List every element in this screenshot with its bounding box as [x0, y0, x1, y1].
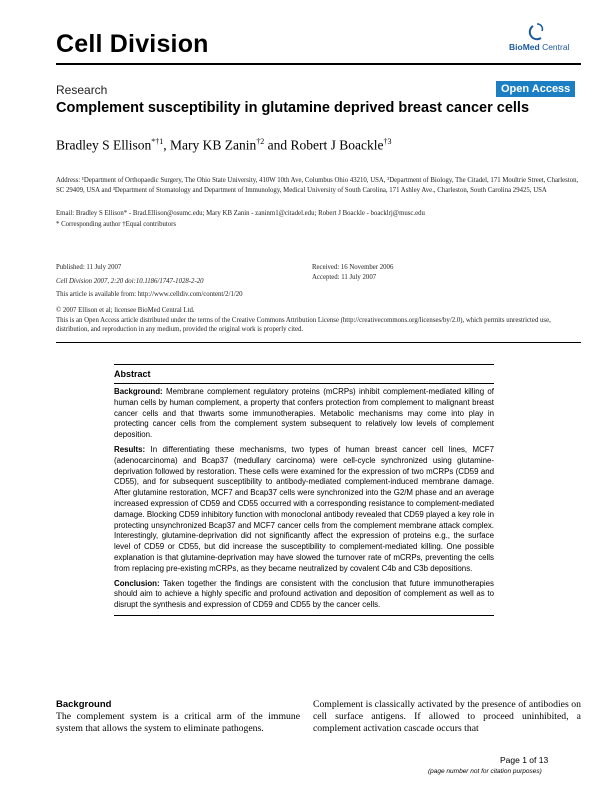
- article-url[interactable]: This article is available from: http://www.celldiv.com/content/2/1/20: [56, 291, 243, 299]
- received-info: [312, 263, 562, 282]
- abstract-top-rule: [114, 364, 494, 365]
- abstract-conclusion: Conclusion: Taken together the findings are consistent with the conclusion that future immunotherapies should aim to achieve a highly specific and profound activation and deposition of complement as well as to disrupt the synthesis and expression of CD59 and CD55 by the cancer cells.: [114, 578, 494, 610]
- abstract-bottom-rule: [114, 615, 494, 616]
- article-type: Research: [56, 83, 108, 97]
- published-date: Published: 11 July 2007: [56, 264, 122, 271]
- header-bottom-rule: [56, 342, 581, 343]
- abstract-results: Results: In differentiating these mechanisms, two types of human breast cancer cell lines, MCF7 (adenocarcinoma) and Bcap37 (medullary carcinoma) were cell-cycle synchronized using glutamine-deprivation followed by restoration. These cells were examined for the expression of two mCRPs (CD59 and CD55), and for subsequent susceptibility to antibody-mediated complement-induced membrane damage. After glutamine restoration, MCF7 and Bcap37 cells were synchronized into the G2/M phase and an average increased expression of CD59 and CD55 occurred with a corresponding resistance to complement-mediated damage. Blocking CD59 inhibitory function with monoclonal antibody revealed that CD59 played a key role in protecting unsynchronized Bcap37 and MCF7 cancer cells from the complement membrane attack complex. Interestingly, glutamine-deprivation did not significantly affect the expression of proteins e.g., the surface level of CD59 or CD55, but did increase the susceptibility to complement-mediated killing. One possible explanation is that glutamine-deprivation may have slowed the turnover rate of mCRPs, preventing the cells from replacing pre-existing mCRPs, as they became neutralized by covalent C4b and C3b depositions.: [114, 444, 494, 573]
- citation: Cell Division 2007, 2:20 doi:10.1186/1747-1028-2-20: [56, 277, 204, 285]
- license-text: This is an Open Access article distributed under the terms of the Creative Commons Attribution License (http://creativecommons.org/licenses/by/2.0), which permits unrestricted use, distribution, and reproduction in any medium, provided the original work is properly cited.: [56, 316, 551, 334]
- abstract-section: [114, 364, 494, 616]
- author-emails: Email: Bradley S Ellison* - Brad.Ellison@osumc.edu; Mary KB Zanin - zaninm1@citadel.edu; Robert J Boackle - boacklrj@musc.edu: [56, 210, 425, 217]
- open-access-badge: Open Access: [496, 81, 575, 97]
- body-column-right: Complement is classically activated by the presence of antibodies on cell surface antigens. If allowed to proceed uninhibited, a complement activation cascade occurs that: [313, 699, 581, 734]
- journal-title: Cell Division: [56, 30, 209, 58]
- author-affil: †3: [383, 137, 392, 146]
- body-column-left: The complement system is a critical arm of the immune system that allows the system to eliminate pathogens.: [56, 711, 300, 734]
- abstract-heading-rule: [114, 383, 494, 384]
- page-number-note: (page number not for citation purposes): [428, 768, 542, 775]
- copyright: © 2007 Ellison et al; licensee BioMed Central Ltd.: [56, 307, 195, 314]
- author-affil: *†1: [151, 137, 164, 146]
- accepted-date: Accepted: 11 July 2007: [312, 273, 377, 281]
- corresponding-note: * Corresponding author †Equal contributors: [56, 221, 177, 228]
- publisher-name: BioMed Central: [509, 42, 570, 52]
- biomed-logo-icon: [509, 22, 579, 44]
- author-affil: †2: [256, 137, 265, 146]
- page-number: Page 1 of 13: [500, 755, 549, 765]
- author-list: Bradley S Ellison$^{*\dagger 1}$, Mary KB Zanin$^{\dagger 2}$ and Robert J Boackle$^{\dagger 3}$: [56, 137, 392, 153]
- abstract-background: Background: Membrane complement regulatory proteins (mCRPs) inhibit complement-mediated killing of human cells by human complement, a property that confers protection from complement to malignant breast cancer cells and that thwarts some immunotherapies. Metabolic mechanisms may come into play in protecting cancer cells from the complement system subsequent to relatively low levels of complement deposition.: [114, 387, 494, 440]
- copyright-block: [56, 306, 581, 335]
- author-name: Bradley S Ellison: [56, 137, 152, 153]
- author-address: Address: ¹Department of Orthopaedic Surgery, The Ohio State University, 410W 10th Ave, Columbus Ohio 43210, USA, ²Department of Biology, The Citadel, 171 Moultrie Street, Charleston, SC 29409, USA and ³Department of Stomatology and Department of Immunology, Medical University of South Carolina, 171 Ashley Ave., Charleston, South Carolina 29425, USA: [56, 177, 579, 194]
- received-date: Received: 16 November 2006: [312, 264, 394, 271]
- abstract-heading: Abstract: [114, 369, 151, 379]
- author-name: Mary KB Zanin: [170, 137, 257, 153]
- section-heading-background: Background: [56, 699, 112, 710]
- author-name: Robert J Boackle: [290, 137, 384, 153]
- article-title: Complement susceptibility in glutamine deprived breast cancer cells: [56, 100, 530, 116]
- publication-info: [56, 263, 306, 300]
- header-rule: [56, 63, 581, 65]
- biomed-central-logo: [509, 22, 579, 54]
